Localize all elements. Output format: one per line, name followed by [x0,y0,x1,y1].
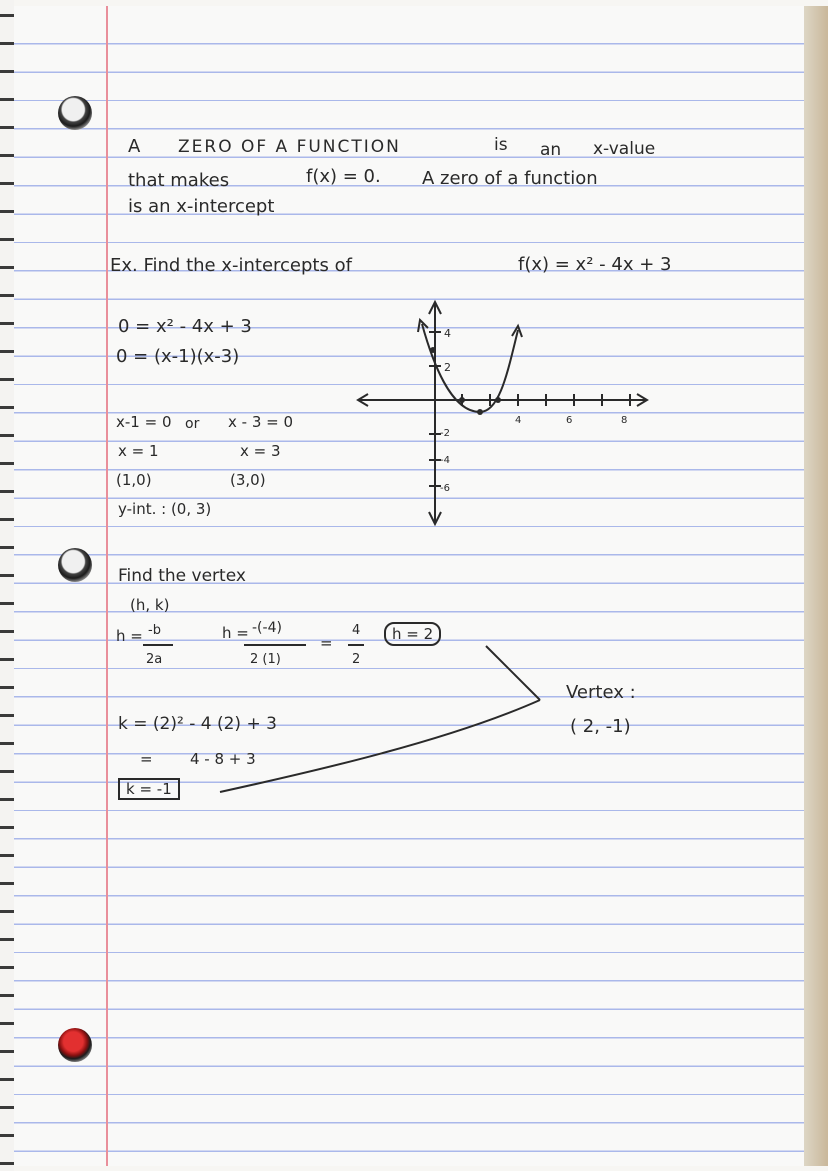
definition-title: ZERO OF A FUNCTION [178,137,401,157]
example-prompt: Ex. Find the x-intercepts of [110,255,352,276]
binder-hole-middle [58,548,92,582]
k-result: k = -1 [118,778,180,800]
solution-left: x = 1 [118,442,159,460]
definition-zero-of-function: A zero of a function [422,168,598,189]
example-function: f(x) = x² - 4x + 3 [518,254,672,275]
solve-step-3-right: x - 3 = 0 [228,413,294,431]
page-edge [804,6,828,1166]
vertex-point: ( 2, -1) [570,716,631,737]
k-substitution: k = (2)² - 4 (2) + 3 [118,714,277,734]
h-substitution-denominator: 2 (1) [250,652,281,667]
x-tick-label-8: 8 [621,415,628,426]
y-tick-label-4: 4 [444,327,451,340]
connector-from-k [220,700,540,792]
h-formula-numerator: -b [148,623,161,638]
h-fraction-numerator: 4 [352,623,361,638]
h-result: h = 2 [384,622,441,646]
point-left: (1,0) [116,471,152,489]
y-tick-label-neg6: -6 [440,483,450,494]
binder-hole-top [58,96,92,130]
solve-step-1: 0 = x² - 4x + 3 [118,316,252,337]
vertex-connector-lines [200,620,580,810]
vertex-label: Vertex : [566,682,636,703]
definition-an: an [540,140,562,160]
point-right: (3,0) [230,471,266,489]
definition-is: is [494,135,508,155]
y-tick-label-neg2: -2 [440,428,450,439]
solve-or: or [185,416,200,432]
connector-from-h [486,646,540,700]
h-fraction-denominator: 2 [352,652,361,667]
h-formula-bar [143,644,173,646]
y-intercept-dot [430,347,436,353]
binder-hole-bottom [58,1028,92,1062]
definition-x-value: x-value [593,139,656,159]
margin-line [106,6,108,1166]
k-equals: = [140,750,153,768]
h-formula-denominator: 2a [146,652,163,667]
x-tick-label-6: 6 [566,415,573,426]
k-simplified: 4 - 8 + 3 [190,750,256,768]
solve-step-3-left: x-1 = 0 [116,413,172,431]
definition-that-makes: that makes [128,170,230,191]
spiral-edge [0,0,14,1171]
h-formula-label: h = [116,627,143,645]
parabola-curve [422,324,518,412]
y-tick-label-neg4: -4 [440,455,450,466]
vertex-dot [477,409,483,415]
h-substitution-label: h = [222,624,249,642]
y-tick-label-2: 2 [444,361,451,374]
h-equals: = [320,634,333,652]
vertex-heading: Find the vertex [118,566,246,586]
parabola-sketch [340,290,660,530]
definition-word-a: A [128,136,141,157]
solution-right: x = 3 [240,442,281,460]
zero-1-dot [459,397,465,403]
solve-step-2: 0 = (x-1)(x-3) [116,346,240,367]
vertex-form: (h, k) [130,596,170,614]
zero-2-dot [495,397,501,403]
y-intercept: y-int. : (0, 3) [118,500,212,518]
h-substitution-numerator: -(-4) [252,620,282,636]
definition-x-intercept: is an x-intercept [128,196,275,217]
definition-fx-zero: f(x) = 0. [306,166,381,187]
x-tick-label-4: 4 [515,415,522,426]
